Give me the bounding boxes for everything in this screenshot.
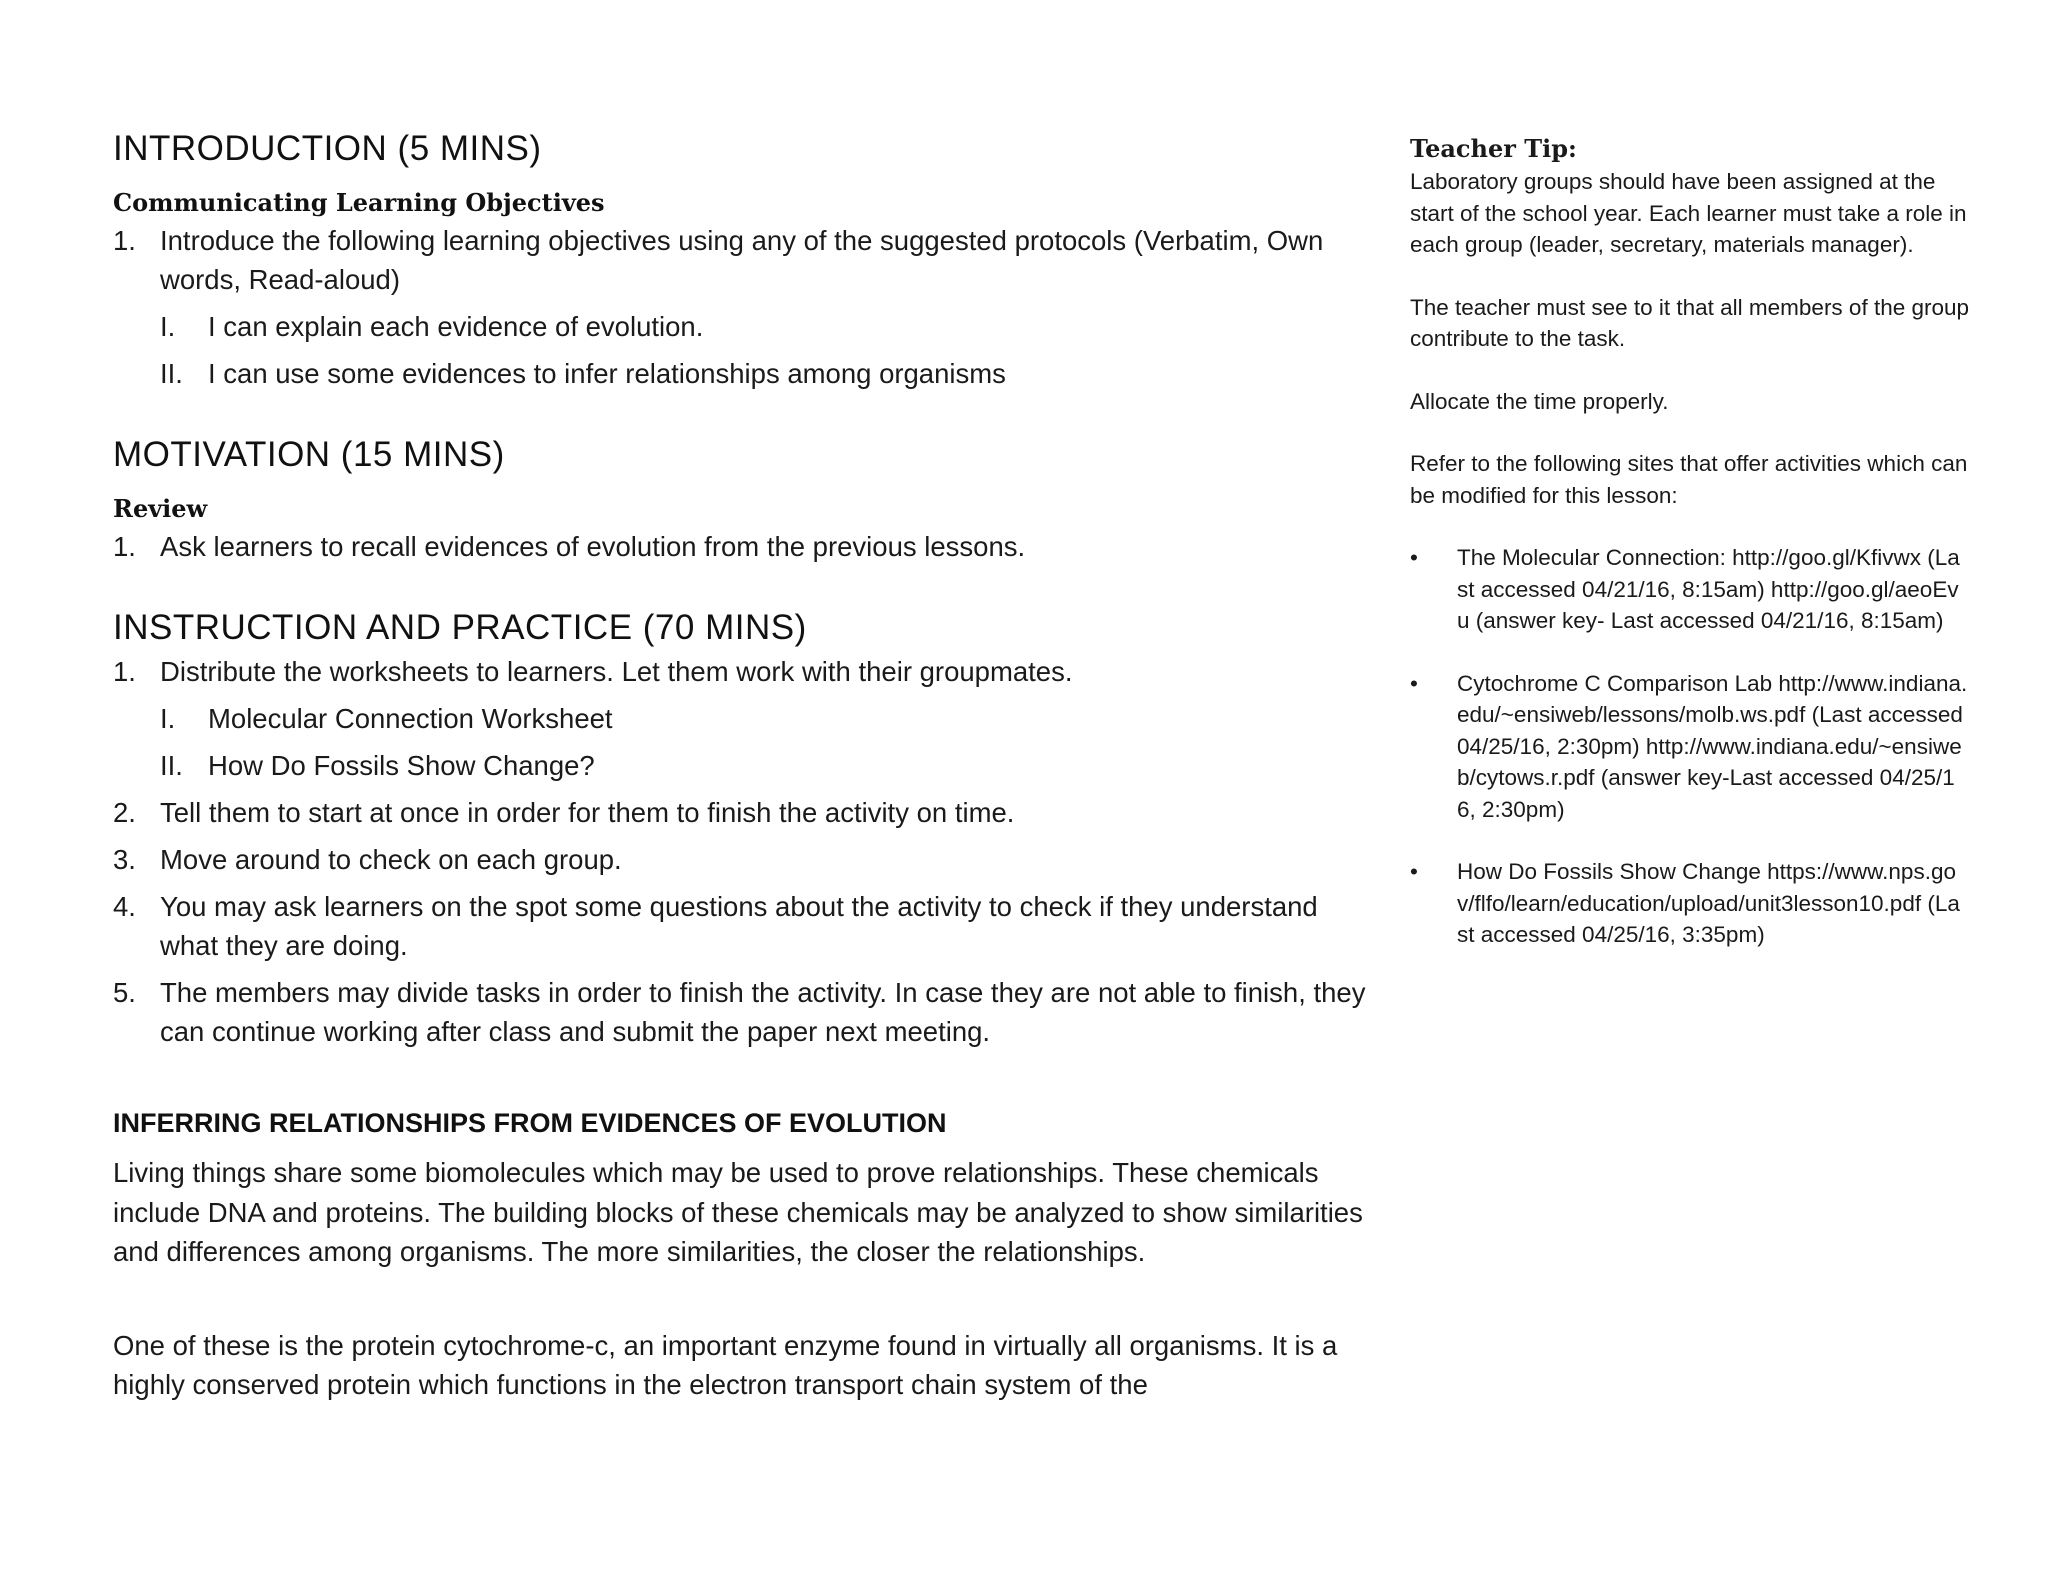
item-number: 5. [113,977,136,1008]
item-number: 1. [113,656,136,687]
inferring-section [113,1103,1373,1405]
item-text: You may ask learners on the spot some questions about the activity to check if they understand what they are doing. [160,891,1318,961]
tip-paragraph: Laboratory groups should have been assigned at the start of the school year. Each learner must take a role in each group (leader, secretary, materials manager). [1410,169,1967,257]
list-item [113,840,1373,879]
tip-bullet-item [1410,542,1970,637]
item-number: 2. [113,797,136,828]
bullet-icon: • [1410,859,1418,884]
paragraph: One of these is the protein cytochrome-c, an important enzyme found in virtually all organisms. It is a highly conserved protein which functions in the electron transport chain system of the [113,1329,1338,1400]
item-text: Molecular Connection Worksheet [208,703,613,734]
item-text: Ask learners to recall evidences of evolution from the previous lessons. [160,531,1026,562]
item-number: 3. [113,844,136,875]
list-item [113,887,1373,965]
teacher-tip-title: Teacher Tip: [1410,134,1577,163]
instruction-section [113,604,1373,1051]
item-text: Introduce the following learning objectives using any of the suggested protocols (Verbatim, Own words, Read-aloud) [160,225,1324,295]
item-text: Move around to check on each group. [160,844,622,875]
introduction-section [113,125,1373,393]
inferring-heading: INFERRING RELATIONSHIPS FROM EVIDENCES OF EVOLUTION [113,1108,947,1138]
tip-bullet-item [1410,668,1970,826]
sub-list-item [113,307,1373,346]
instruction-heading: INSTRUCTION AND PRACTICE (70 MINS) [113,608,807,647]
bullet-text[interactable]: Cytochrome C Comparison Lab http://www.indiana.edu/~ensiweb/lessons/molb.ws.pdf (Last accessed 04/25/16, 2:30pm) http://www.indiana.edu/~ensiweb/cytows.r.pdf (answer key-Last accessed 04/25/16, 2:30pm) [1457,670,1968,822]
main-column [113,125,1373,1405]
paragraph: Living things share some biomolecules which may be used to prove relationships. These chemicals include DNA and proteins. The building blocks of these chemicals may be analyzed to show similarities and differences among organisms. The more similarities, the closer the relationships. [113,1157,1363,1267]
item-text: I can use some evidences to infer relationships among organisms [208,358,1006,389]
list-item [113,527,1373,566]
introduction-heading: INTRODUCTION (5 MINS) [113,129,542,168]
bullet-text[interactable]: How Do Fossils Show Change https://www.nps.gov/flfo/learn/education/upload/unit3lesson10.pdf (Last accessed 04/25/16, 3:35pm) [1457,859,1960,947]
item-text: How Do Fossils Show Change? [208,750,595,781]
item-number: II. [160,750,183,781]
item-number: I. [160,703,176,734]
list-item [113,652,1373,691]
item-text: Tell them to start at once in order for them to finish the activity on time. [160,797,1015,828]
item-number: I. [160,311,176,342]
teacher-tip-sidebar [1410,132,1970,951]
motivation-heading: MOTIVATION (15 MINS) [113,435,505,474]
item-number: 4. [113,891,136,922]
list-item [113,221,1373,299]
item-text: The members may divide tasks in order to finish the activity. In case they are not able to finish, they can continue working after class and submit the paper next meeting. [160,977,1366,1047]
bullet-icon: • [1410,670,1418,696]
item-number: 1. [113,531,136,562]
bullet-text[interactable]: The Molecular Connection: http://goo.gl/Kfivwx (Last accessed 04/21/16, 8:15am) http://goo.gl/aeoEvu (answer key- Last accessed 04/21/16, 8:15am) [1457,545,1960,633]
list-item [113,793,1373,832]
motivation-section [113,431,1373,566]
sub-list-item [113,699,1373,738]
item-text: Distribute the worksheets to learners. Let them work with their groupmates. [160,656,1073,687]
item-number: II. [160,358,183,389]
list-item [113,973,1373,1051]
tip-paragraph: The teacher must see to it that all members of the group contribute to the task. [1410,294,1970,351]
item-text: I can explain each evidence of evolution. [208,311,704,342]
item-number: 1. [113,225,136,256]
review-subheading: Review [113,494,208,523]
learning-objectives-subheading: Communicating Learning Objectives [113,188,605,217]
tip-paragraph: Refer to the following sites that offer activities which can be modified for this lesson: [1410,451,1968,508]
tip-bullet-item [1410,856,1970,951]
tip-paragraph: Allocate the time properly. [1410,388,1669,414]
sub-list-item [113,354,1373,393]
bullet-icon: • [1410,545,1418,570]
sub-list-item [113,746,1373,785]
